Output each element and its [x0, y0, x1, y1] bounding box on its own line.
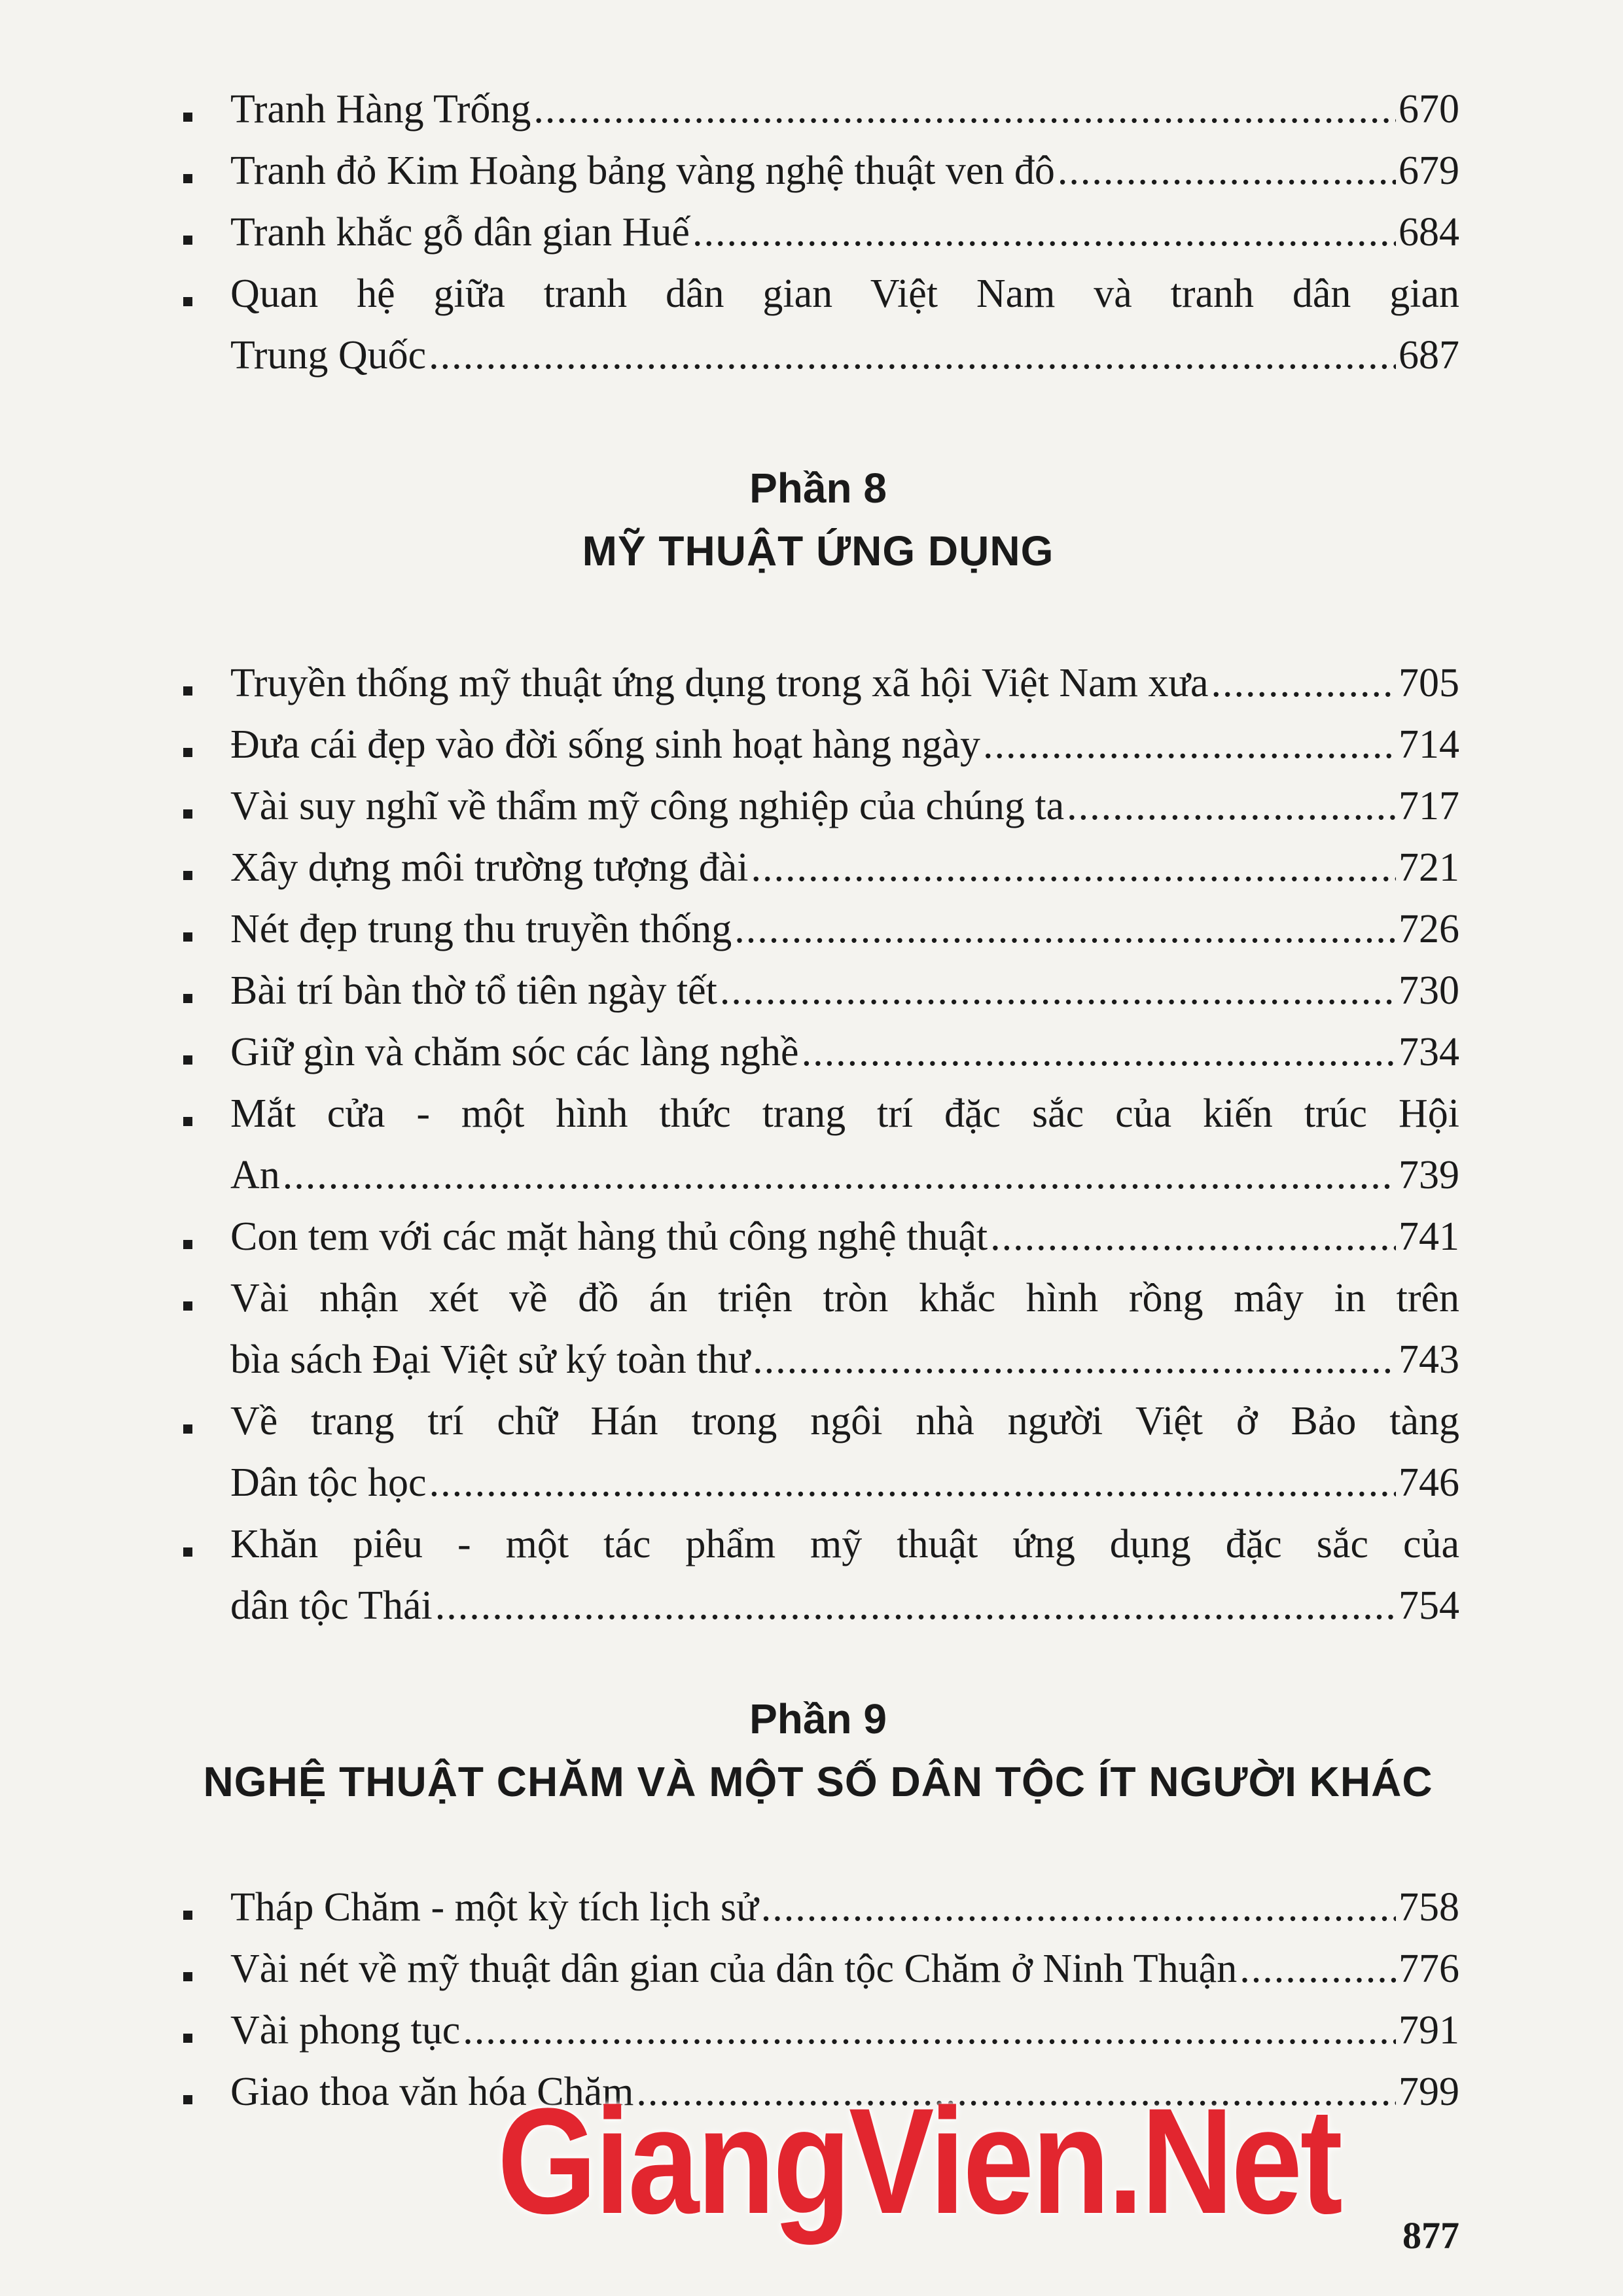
toc-page-number: 714 [1399, 722, 1459, 767]
toc-title: An [230, 1153, 280, 1197]
bullet-icon [183, 686, 192, 696]
section-label: Phần 9 [749, 1695, 887, 1742]
section-heading-part8 [177, 458, 1459, 584]
section-title: NGHỆ THUẬT CHĂM VÀ MỘT SỐ DÂN TỘC ÍT NGƯỜI KHÁC [203, 1758, 1433, 1805]
toc-title: Con tem với các mặt hàng thủ công nghệ thuật [230, 1214, 988, 1259]
bullet-icon [183, 1911, 192, 1920]
bullet-icon [183, 1547, 192, 1557]
toc-title-line1: Vài nhận xét về đồ án triện tròn khắc hình rồng mây in trên [230, 1276, 1459, 1320]
toc-page-number: 730 [1399, 968, 1459, 1013]
toc-page-number: 799 [1399, 2070, 1459, 2114]
toc-title-line1: Quan hệ giữa tranh dân gian Việt Nam và tranh dân gian [230, 272, 1459, 316]
toc-page-number: 754 [1399, 1583, 1459, 1628]
toc-title: Tranh đỏ Kim Hoàng bảng vàng nghệ thuật ven đô [230, 149, 1055, 193]
toc-item [177, 202, 1459, 263]
toc-item [177, 1938, 1459, 2000]
toc-item [177, 1021, 1459, 1083]
toc-page-number: 679 [1399, 149, 1459, 193]
bullet-icon [183, 174, 192, 183]
toc-list-part8 [177, 652, 1459, 1636]
toc-item [177, 898, 1459, 960]
toc-item [177, 960, 1459, 1021]
toc-item [177, 1083, 1459, 1206]
toc-item [177, 1877, 1459, 1938]
toc-title: Vài nét về mỹ thuật dân gian của dân tộc Chăm ở Ninh Thuận [230, 1947, 1238, 1991]
toc-page-number: 758 [1399, 1885, 1459, 1930]
toc-title: Giữ gìn và chăm sóc các làng nghề [230, 1030, 799, 1074]
bullet-icon [183, 932, 192, 942]
toc-title: Tranh khắc gỗ dân gian Huế [230, 210, 690, 255]
toc-page-number: 721 [1399, 845, 1459, 890]
watermark-logo: GiangVien.Net [497, 2077, 1341, 2245]
toc-title: Đưa cái đẹp vào đời sống sinh hoạt hàng ngày [230, 722, 980, 767]
toc-title: Tranh Hàng Trống [230, 87, 531, 132]
toc-item [177, 1206, 1459, 1267]
toc-page-number: 739 [1399, 1153, 1459, 1197]
toc-item [177, 140, 1459, 202]
toc-page-number: 726 [1399, 907, 1459, 951]
toc-page-number: 776 [1399, 1947, 1459, 1991]
toc-list-part7 [177, 79, 1459, 386]
toc-item [177, 775, 1459, 837]
toc-title: Dân tộc học [230, 1460, 427, 1505]
toc-title: Giao thoa văn hóa Chăm [230, 2070, 634, 2114]
bullet-icon [183, 2095, 192, 2104]
toc-item [177, 714, 1459, 775]
toc-title: Vài phong tục [230, 2008, 461, 2053]
bullet-icon [183, 1301, 192, 1311]
toc-page-number: 734 [1399, 1030, 1459, 1074]
toc-title: dân tộc Thái [230, 1583, 433, 1628]
bullet-icon [183, 871, 192, 880]
toc-page-number: 741 [1399, 1214, 1459, 1259]
toc-page-number: 684 [1399, 210, 1459, 255]
toc-item [177, 652, 1459, 714]
bullet-icon [183, 1055, 192, 1065]
bullet-icon [183, 1424, 192, 1434]
bullet-icon [183, 297, 192, 306]
toc-item [177, 2000, 1459, 2061]
section-title: MỸ THUẬT ỨNG DỤNG [582, 527, 1054, 574]
toc-title: Xây dựng môi trường tượng đài [230, 845, 749, 890]
toc-title: Bài trí bàn thờ tổ tiên ngày tết [230, 968, 717, 1013]
toc-title: Vài suy nghĩ về thẩm mỹ công nghiệp của chúng ta [230, 784, 1065, 828]
toc-item [177, 1513, 1459, 1636]
section-heading-part9 [177, 1689, 1459, 1814]
toc-page-number: 743 [1399, 1337, 1459, 1382]
bullet-icon [183, 748, 192, 757]
toc-item [177, 837, 1459, 898]
toc-page-number: 705 [1399, 661, 1459, 705]
toc-item [177, 79, 1459, 140]
toc-title: Trung Quốc [230, 333, 427, 378]
bullet-icon [183, 1972, 192, 1981]
toc-page-number: 746 [1399, 1460, 1459, 1505]
bullet-icon [183, 2034, 192, 2043]
section-label: Phần 8 [749, 465, 887, 512]
toc-item [177, 1390, 1459, 1513]
bullet-icon [183, 994, 192, 1003]
toc-page-number: 687 [1399, 333, 1459, 378]
page-number: 877 [1402, 2214, 1459, 2257]
toc-title-line1: Về trang trí chữ Hán trong ngôi nhà người Việt ở Bảo tàng [230, 1399, 1459, 1443]
toc-page-number: 791 [1399, 2008, 1459, 2053]
bullet-icon [183, 1240, 192, 1249]
bullet-icon [183, 1117, 192, 1126]
bullet-icon [183, 809, 192, 819]
toc-page [177, 79, 1459, 2257]
toc-item [177, 263, 1459, 386]
toc-page-number: 670 [1399, 87, 1459, 132]
toc-page-number: 717 [1399, 784, 1459, 828]
bullet-icon [183, 113, 192, 122]
toc-title: Nét đẹp trung thu truyền thống [230, 907, 732, 951]
toc-title: Truyền thống mỹ thuật ứng dụng trong xã hội Việt Nam xưa [230, 661, 1209, 705]
toc-title-line1: Khăn piêu - một tác phẩm mỹ thuật ứng dụng đặc sắc của [230, 1522, 1459, 1566]
toc-item [177, 1267, 1459, 1390]
bullet-icon [183, 236, 192, 245]
toc-title-line1: Mắt cửa - một hình thức trang trí đặc sắc của kiến trúc Hội [230, 1091, 1459, 1136]
toc-title: Tháp Chăm - một kỳ tích lịch sử [230, 1885, 758, 1930]
toc-title: bìa sách Đại Việt sử ký toàn thư [230, 1337, 751, 1382]
